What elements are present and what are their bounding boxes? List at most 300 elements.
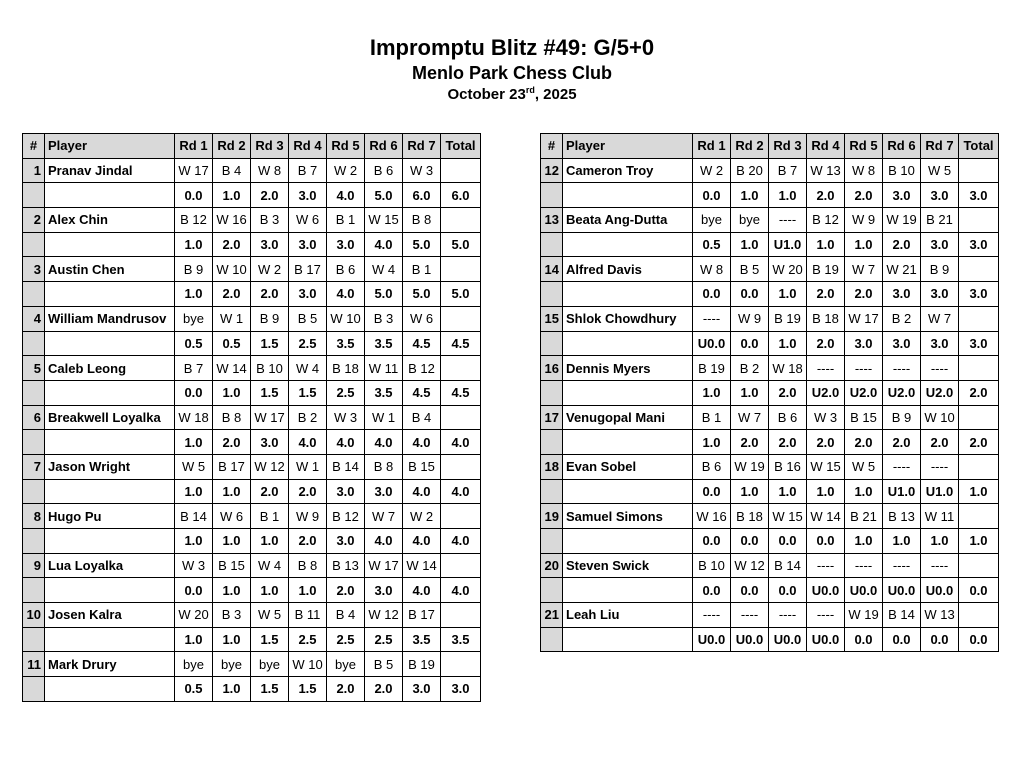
total-score: 5.0	[441, 282, 481, 307]
cumulative-score: 3.0	[365, 479, 403, 504]
blank-cell	[959, 454, 999, 479]
cumulative-score: 3.0	[921, 183, 959, 208]
cumulative-score: 5.0	[403, 232, 441, 257]
score-row	[541, 430, 999, 455]
round-pairing: B 15	[213, 553, 251, 578]
round-pairing: W 20	[175, 603, 213, 628]
cumulative-score: U0.0	[845, 578, 883, 603]
player-row	[23, 356, 481, 381]
player-name: Austin Chen	[45, 257, 175, 282]
blank-cell	[45, 479, 175, 504]
cumulative-score: 1.0	[845, 529, 883, 554]
round-pairing: W 8	[693, 257, 731, 282]
total-score: 4.0	[441, 479, 481, 504]
round-pairing: B 6	[365, 158, 403, 183]
score-row	[541, 380, 999, 405]
player-number: 3	[23, 257, 45, 282]
blank-cell	[541, 479, 563, 504]
total-score: 5.0	[441, 232, 481, 257]
round-pairing: W 18	[175, 405, 213, 430]
player-number: 12	[541, 158, 563, 183]
round-pairing: W 2	[251, 257, 289, 282]
cumulative-score: U2.0	[921, 380, 959, 405]
cumulative-score: 2.5	[365, 627, 403, 652]
total-score: 3.0	[959, 331, 999, 356]
cumulative-score: 4.0	[365, 430, 403, 455]
cumulative-score: 5.0	[403, 282, 441, 307]
player-name: Lua Loyalka	[45, 553, 175, 578]
cumulative-score: 2.5	[289, 627, 327, 652]
cumulative-score: U0.0	[731, 627, 769, 652]
date-ordinal: rd	[525, 85, 535, 95]
cumulative-score: 1.0	[807, 232, 845, 257]
player-row	[23, 208, 481, 233]
player-row	[541, 356, 999, 381]
column-header: Rd 4	[807, 134, 845, 159]
page-title: Impromptu Blitz #49: G/5+0	[369, 35, 655, 60]
score-row	[23, 529, 481, 554]
round-pairing: B 12	[327, 504, 365, 529]
cumulative-score: 1.0	[769, 282, 807, 307]
cumulative-score: 1.0	[769, 331, 807, 356]
round-pairing: B 14	[769, 553, 807, 578]
cumulative-score: 1.0	[807, 479, 845, 504]
total-score: 1.0	[959, 479, 999, 504]
blank-cell	[541, 282, 563, 307]
player-name: Alfred Davis	[563, 257, 693, 282]
crosstable-left	[22, 133, 481, 702]
cumulative-score: 0.0	[845, 627, 883, 652]
blank-cell	[23, 430, 45, 455]
blank-cell	[959, 504, 999, 529]
cumulative-score: 0.0	[769, 529, 807, 554]
round-pairing: W 11	[365, 356, 403, 381]
round-pairing: B 20	[731, 158, 769, 183]
player-row	[23, 553, 481, 578]
cumulative-score: 1.0	[921, 529, 959, 554]
cumulative-score: 3.0	[251, 232, 289, 257]
cumulative-score: 3.0	[883, 183, 921, 208]
blank-cell	[959, 553, 999, 578]
round-pairing: W 1	[289, 454, 327, 479]
date-main: October 23	[447, 86, 526, 103]
cumulative-score: 0.0	[693, 282, 731, 307]
player-row	[541, 504, 999, 529]
column-header: Rd 2	[731, 134, 769, 159]
cumulative-score: 2.0	[213, 282, 251, 307]
blank-cell	[541, 430, 563, 455]
header-row	[541, 134, 999, 159]
round-pairing: B 17	[213, 454, 251, 479]
blank-cell	[45, 578, 175, 603]
player-name: William Mandrusov	[45, 306, 175, 331]
cumulative-score: 3.0	[403, 677, 441, 702]
crosstable-right	[540, 133, 999, 652]
round-pairing: B 19	[693, 356, 731, 381]
blank-cell	[23, 677, 45, 702]
cumulative-score: U0.0	[807, 578, 845, 603]
cumulative-score: U1.0	[883, 479, 921, 504]
cumulative-score: 4.0	[365, 529, 403, 554]
score-row	[541, 529, 999, 554]
player-row	[541, 158, 999, 183]
cumulative-score: U0.0	[921, 578, 959, 603]
round-pairing: B 12	[403, 356, 441, 381]
round-pairing: W 5	[251, 603, 289, 628]
total-score: 2.0	[959, 430, 999, 455]
round-pairing: B 9	[175, 257, 213, 282]
cumulative-score: 1.0	[213, 380, 251, 405]
round-pairing: W 14	[807, 504, 845, 529]
total-score: 3.0	[959, 282, 999, 307]
score-row	[541, 479, 999, 504]
blank-cell	[441, 306, 481, 331]
cumulative-score: 3.0	[251, 430, 289, 455]
cumulative-score: 0.0	[883, 627, 921, 652]
player-row	[541, 257, 999, 282]
total-score: 4.5	[441, 331, 481, 356]
column-header: Rd 6	[883, 134, 921, 159]
player-number: 14	[541, 257, 563, 282]
cumulative-score: U2.0	[845, 380, 883, 405]
blank-cell	[441, 652, 481, 677]
round-pairing: B 7	[289, 158, 327, 183]
cumulative-score: 1.0	[769, 183, 807, 208]
blank-cell	[563, 183, 693, 208]
blank-cell	[45, 282, 175, 307]
cumulative-score: 5.0	[365, 282, 403, 307]
cumulative-score: U0.0	[693, 627, 731, 652]
cumulative-score: U2.0	[807, 380, 845, 405]
cumulative-score: U1.0	[921, 479, 959, 504]
player-name: Evan Sobel	[563, 454, 693, 479]
cumulative-score: 2.0	[883, 232, 921, 257]
round-pairing: W 16	[693, 504, 731, 529]
round-pairing: bye	[175, 306, 213, 331]
round-pairing: B 5	[289, 306, 327, 331]
score-row	[23, 282, 481, 307]
player-row	[23, 504, 481, 529]
score-row	[541, 183, 999, 208]
round-pairing: W 2	[693, 158, 731, 183]
player-name: Jason Wright	[45, 454, 175, 479]
round-pairing: B 6	[693, 454, 731, 479]
round-pairing: W 12	[731, 553, 769, 578]
player-name: Venugopal Mani	[563, 405, 693, 430]
cumulative-score: 1.0	[693, 380, 731, 405]
round-pairing: B 15	[403, 454, 441, 479]
round-pairing: W 8	[845, 158, 883, 183]
player-row	[541, 603, 999, 628]
round-pairing: bye	[213, 652, 251, 677]
round-pairing: W 17	[845, 306, 883, 331]
round-pairing: B 19	[807, 257, 845, 282]
round-pairing: W 19	[883, 208, 921, 233]
cumulative-score: 1.0	[213, 183, 251, 208]
player-row	[23, 257, 481, 282]
cumulative-score: 1.0	[175, 430, 213, 455]
round-pairing: W 3	[403, 158, 441, 183]
blank-cell	[563, 282, 693, 307]
round-pairing: B 9	[251, 306, 289, 331]
round-pairing: W 17	[175, 158, 213, 183]
cumulative-score: 2.0	[845, 430, 883, 455]
blank-cell	[23, 282, 45, 307]
round-pairing: B 8	[213, 405, 251, 430]
round-pairing: B 3	[365, 306, 403, 331]
cumulative-score: 0.0	[731, 331, 769, 356]
cumulative-score: 4.0	[289, 430, 327, 455]
blank-cell	[441, 257, 481, 282]
player-number: 16	[541, 356, 563, 381]
cumulative-score: 2.0	[327, 578, 365, 603]
total-score: 0.0	[959, 578, 999, 603]
blank-cell	[563, 380, 693, 405]
cumulative-score: 4.0	[327, 183, 365, 208]
cumulative-score: 3.0	[883, 331, 921, 356]
cumulative-score: U0.0	[693, 331, 731, 356]
blank-cell	[563, 479, 693, 504]
blank-cell	[441, 454, 481, 479]
player-number: 6	[23, 405, 45, 430]
cumulative-score: 3.0	[289, 232, 327, 257]
cumulative-score: 2.0	[769, 380, 807, 405]
cumulative-score: 1.0	[731, 479, 769, 504]
score-row	[23, 627, 481, 652]
score-row	[23, 430, 481, 455]
cumulative-score: 2.0	[731, 430, 769, 455]
cumulative-score: 2.0	[365, 677, 403, 702]
blank-cell	[45, 677, 175, 702]
player-row	[23, 454, 481, 479]
cumulative-score: 1.0	[731, 183, 769, 208]
round-pairing: B 3	[251, 208, 289, 233]
cumulative-score: 2.0	[251, 282, 289, 307]
round-pairing: B 8	[365, 454, 403, 479]
cumulative-score: 2.0	[845, 183, 883, 208]
blank-cell	[23, 529, 45, 554]
round-pairing: W 20	[769, 257, 807, 282]
round-pairing: B 4	[213, 158, 251, 183]
score-row	[23, 331, 481, 356]
column-header: Rd 3	[769, 134, 807, 159]
cumulative-score: 1.0	[883, 529, 921, 554]
cumulative-score: 3.0	[883, 282, 921, 307]
round-pairing: ----	[731, 603, 769, 628]
player-row	[541, 454, 999, 479]
blank-cell	[441, 504, 481, 529]
round-pairing: ----	[769, 603, 807, 628]
blank-cell	[541, 183, 563, 208]
cumulative-score: 1.5	[289, 380, 327, 405]
round-pairing: W 5	[175, 454, 213, 479]
cumulative-score: 0.5	[175, 677, 213, 702]
blank-cell	[45, 529, 175, 554]
cumulative-score: U2.0	[883, 380, 921, 405]
total-score: 2.0	[959, 380, 999, 405]
round-pairing: B 17	[403, 603, 441, 628]
round-pairing: B 5	[731, 257, 769, 282]
round-pairing: B 8	[403, 208, 441, 233]
round-pairing: W 9	[289, 504, 327, 529]
cumulative-score: 4.0	[365, 232, 403, 257]
blank-cell	[563, 331, 693, 356]
cumulative-score: 2.0	[883, 430, 921, 455]
blank-cell	[563, 578, 693, 603]
round-pairing: W 14	[403, 553, 441, 578]
cumulative-score: 2.0	[327, 677, 365, 702]
cumulative-score: 2.5	[327, 627, 365, 652]
cumulative-score: 1.0	[175, 479, 213, 504]
blank-cell	[45, 183, 175, 208]
round-pairing: bye	[731, 208, 769, 233]
cumulative-score: 1.0	[213, 479, 251, 504]
player-name: Shlok Chowdhury	[563, 306, 693, 331]
round-pairing: B 15	[845, 405, 883, 430]
score-row	[541, 282, 999, 307]
round-pairing: B 1	[327, 208, 365, 233]
round-pairing: ----	[769, 208, 807, 233]
total-score: 4.5	[441, 380, 481, 405]
round-pairing: W 12	[365, 603, 403, 628]
blank-cell	[541, 331, 563, 356]
round-pairing: W 17	[365, 553, 403, 578]
column-header: Rd 7	[403, 134, 441, 159]
cumulative-score: 2.0	[289, 479, 327, 504]
cumulative-score: 4.0	[327, 282, 365, 307]
total-score: 4.0	[441, 529, 481, 554]
cumulative-score: 4.0	[327, 430, 365, 455]
blank-cell	[441, 208, 481, 233]
player-name: Steven Swick	[563, 553, 693, 578]
total-score: 3.0	[441, 677, 481, 702]
cumulative-score: 6.0	[403, 183, 441, 208]
cumulative-score: 0.0	[693, 529, 731, 554]
cumulative-score: 4.0	[403, 529, 441, 554]
cumulative-score: U1.0	[769, 232, 807, 257]
score-row	[23, 677, 481, 702]
player-number: 19	[541, 504, 563, 529]
round-pairing: B 2	[731, 356, 769, 381]
player-name: Hugo Pu	[45, 504, 175, 529]
round-pairing: W 10	[213, 257, 251, 282]
player-name: Leah Liu	[563, 603, 693, 628]
blank-cell	[441, 405, 481, 430]
round-pairing: W 16	[213, 208, 251, 233]
cumulative-score: 1.0	[175, 529, 213, 554]
cumulative-score: 1.5	[251, 627, 289, 652]
cumulative-score: 2.0	[845, 282, 883, 307]
round-pairing: W 21	[883, 257, 921, 282]
cumulative-score: 1.5	[251, 331, 289, 356]
player-number: 7	[23, 454, 45, 479]
round-pairing: ----	[693, 306, 731, 331]
player-number: 20	[541, 553, 563, 578]
round-pairing: W 19	[845, 603, 883, 628]
column-header: Rd 2	[213, 134, 251, 159]
column-header: Rd 7	[921, 134, 959, 159]
player-name: Josen Kalra	[45, 603, 175, 628]
round-pairing: B 14	[327, 454, 365, 479]
round-pairing: W 10	[327, 306, 365, 331]
cumulative-score: 1.0	[213, 627, 251, 652]
round-pairing: W 13	[921, 603, 959, 628]
cumulative-score: 1.0	[213, 529, 251, 554]
cumulative-score: 2.5	[289, 331, 327, 356]
player-row	[23, 306, 481, 331]
round-pairing: W 4	[365, 257, 403, 282]
round-pairing: ----	[807, 603, 845, 628]
player-name: Cameron Troy	[563, 158, 693, 183]
round-pairing: B 9	[883, 405, 921, 430]
round-pairing: W 2	[327, 158, 365, 183]
total-score: 3.0	[959, 183, 999, 208]
cumulative-score: 0.0	[921, 627, 959, 652]
round-pairing: B 1	[693, 405, 731, 430]
cumulative-score: 3.5	[403, 627, 441, 652]
total-score: 0.0	[959, 627, 999, 652]
blank-cell	[563, 627, 693, 652]
round-pairing: W 13	[807, 158, 845, 183]
round-pairing: W 6	[213, 504, 251, 529]
round-pairing: ----	[845, 553, 883, 578]
cumulative-score: 4.0	[403, 479, 441, 504]
cumulative-score: 0.0	[731, 282, 769, 307]
column-header: Rd 5	[845, 134, 883, 159]
score-row	[541, 578, 999, 603]
player-row	[541, 306, 999, 331]
round-pairing: B 5	[365, 652, 403, 677]
blank-cell	[541, 627, 563, 652]
blank-cell	[23, 479, 45, 504]
cumulative-score: 1.5	[289, 677, 327, 702]
header-row	[23, 134, 481, 159]
total-score: 4.0	[441, 578, 481, 603]
cumulative-score: 0.0	[175, 183, 213, 208]
round-pairing: ----	[845, 356, 883, 381]
cumulative-score: 2.0	[807, 331, 845, 356]
score-row	[541, 331, 999, 356]
cumulative-score: 5.0	[365, 183, 403, 208]
column-header: Rd 6	[365, 134, 403, 159]
blank-cell	[23, 232, 45, 257]
blank-cell	[23, 578, 45, 603]
blank-cell	[959, 306, 999, 331]
round-pairing: B 3	[213, 603, 251, 628]
round-pairing: ----	[807, 553, 845, 578]
round-pairing: W 4	[289, 356, 327, 381]
blank-cell	[23, 183, 45, 208]
total-score: 6.0	[441, 183, 481, 208]
round-pairing: W 7	[845, 257, 883, 282]
round-pairing: W 19	[731, 454, 769, 479]
column-header: #	[23, 134, 45, 159]
total-score: 1.0	[959, 529, 999, 554]
cumulative-score: 1.0	[693, 430, 731, 455]
cumulative-score: 4.0	[403, 578, 441, 603]
score-row	[541, 627, 999, 652]
cumulative-score: 0.0	[769, 578, 807, 603]
blank-cell	[23, 380, 45, 405]
cumulative-score: 1.0	[769, 479, 807, 504]
round-pairing: W 9	[731, 306, 769, 331]
cumulative-score: 4.5	[403, 380, 441, 405]
player-number: 10	[23, 603, 45, 628]
round-pairing: B 1	[403, 257, 441, 282]
player-row	[541, 553, 999, 578]
blank-cell	[541, 232, 563, 257]
round-pairing: B 16	[769, 454, 807, 479]
